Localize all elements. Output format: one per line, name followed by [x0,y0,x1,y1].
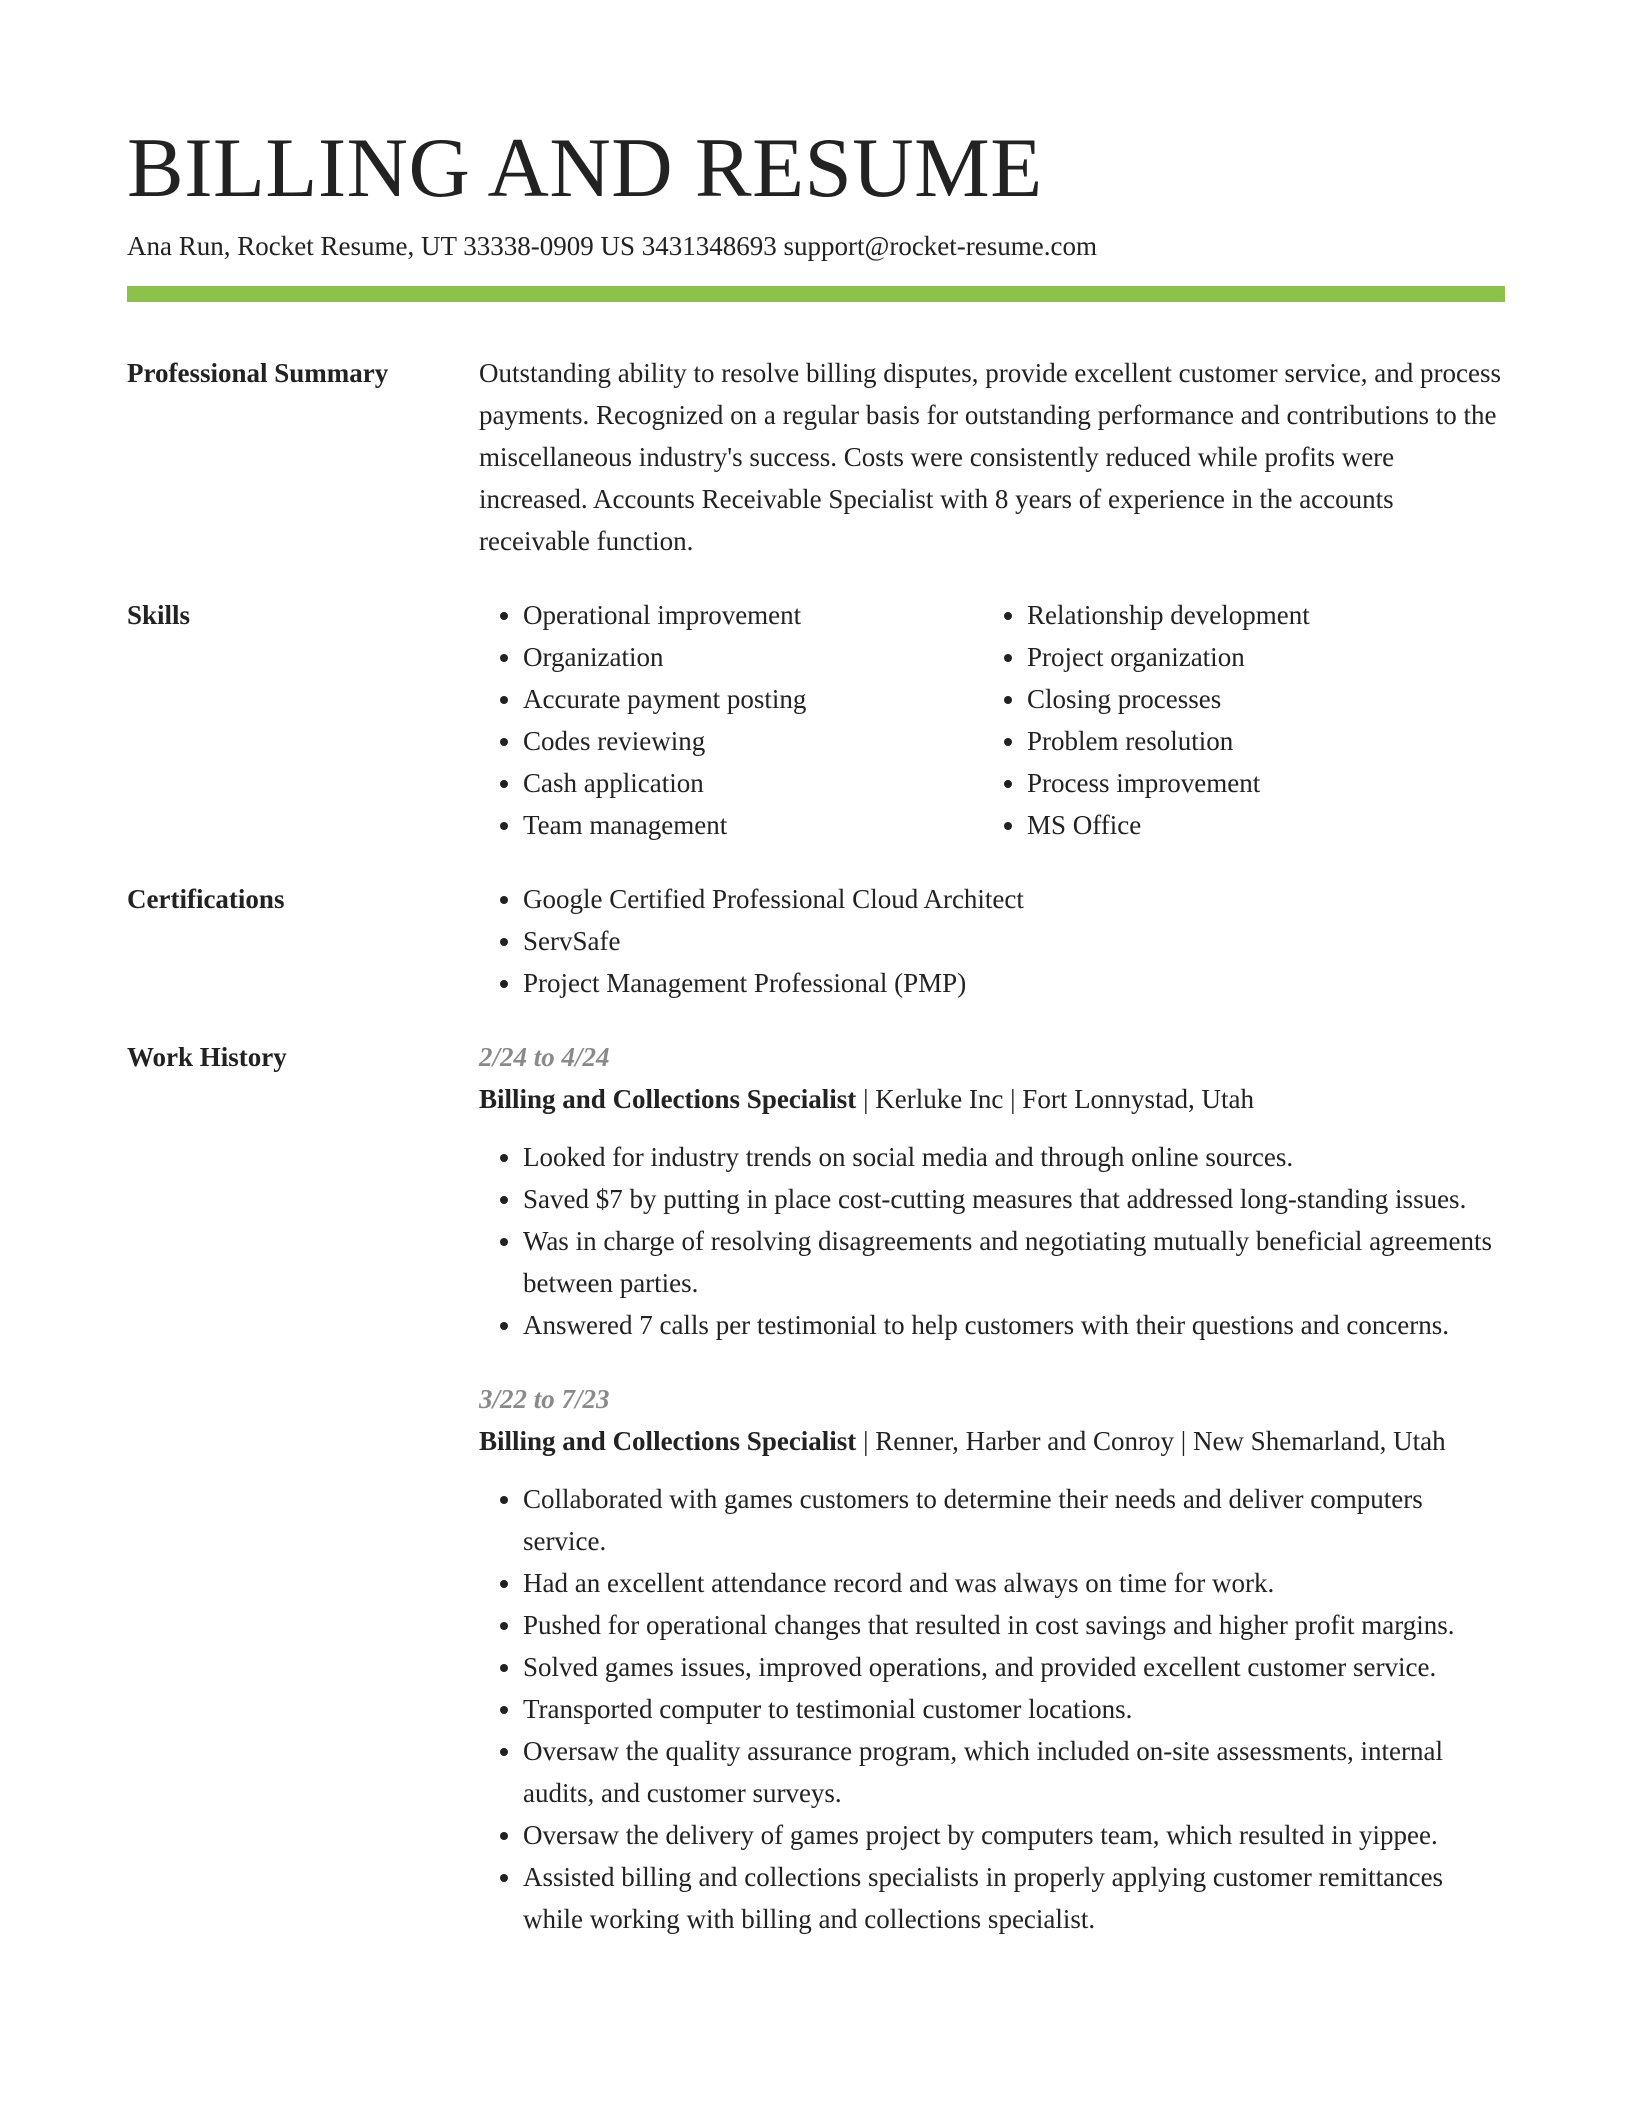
certifications-heading: Certifications [127,884,285,914]
contact-line: Ana Run, Rocket Resume, UT 33338-0909 US 3431348693 support@rocket-resume.com [127,231,1097,261]
skills-section [127,594,1505,846]
job-bullet: • Transported computer to testimonial customer locations. [523,1688,1505,1730]
skills-left-column [479,594,983,846]
job-dates: 3/22 to 7/23 [479,1384,610,1414]
job-dates: 2/24 to 4/24 [479,1042,610,1072]
skill-item: • MS Office [1027,804,1487,846]
job-title-line [479,1420,1505,1462]
job-title-line [479,1078,1505,1120]
certification-item: • Project Management Professional (PMP) [523,962,1505,1004]
job-title: Billing and Collections Specialist [479,1084,857,1114]
job-bullet: • Was in charge of resolving disagreements and negotiating mutually beneficial agreements between parties. [523,1220,1505,1304]
skills-right-list [983,594,1487,846]
job-entry [479,1036,1505,1346]
work-history-heading: Work History [127,1042,287,1072]
job-bullet: • Had an excellent attendance record and was always on time for work. [523,1562,1505,1604]
job-bullet: • Pushed for operational changes that resulted in cost savings and higher profit margins. [523,1604,1505,1646]
job-bullet: • Oversaw the delivery of games project by computers team, which resulted in yippee. [523,1814,1505,1856]
accent-divider [127,286,1505,302]
resume-name: BILLING AND RESUME [127,121,1043,215]
skill-item: • Relationship development [1027,594,1487,636]
skill-item: • Organization [523,636,983,678]
summary-heading: Professional Summary [127,358,389,388]
job-bullet: • Solved games issues, improved operations, and provided excellent customer service. [523,1646,1505,1688]
skill-item: • Closing processes [1027,678,1487,720]
skill-item: • Team management [523,804,983,846]
certification-item: • ServSafe [523,920,1505,962]
job-bullet: • Looked for industry trends on social media and through online sources. [523,1136,1505,1178]
certification-item: • Google Certified Professional Cloud Architect [523,878,1505,920]
skill-item: • Project organization [1027,636,1487,678]
skills-right-column [983,594,1487,846]
skill-item: • Operational improvement [523,594,983,636]
certifications-section [127,878,1505,1004]
skill-item: • Cash application [523,762,983,804]
job-employer-location: | Renner, Harber and Conroy | New Shemarland, Utah [856,1426,1446,1456]
job-employer-location: | Kerluke Inc | Fort Lonnystad, Utah [856,1084,1255,1114]
skills-columns [479,594,1505,846]
skills-left-list [479,594,983,846]
skill-item: • Codes reviewing [523,720,983,762]
certifications-body [479,878,1505,1004]
job-bullet: • Assisted billing and collections specialists in properly applying customer remittances while working with billing and collections specialist. [523,1856,1505,1940]
work-history-body [479,1036,1505,1940]
work-history-section [127,1036,1505,1940]
skill-item: • Process improvement [1027,762,1487,804]
job-bullets [479,1478,1505,1940]
certifications-list [479,878,1505,1004]
summary-text: Outstanding ability to resolve billing disputes, provide excellent customer service, and process payments. Recognized on a regular basis for outstanding performance and contributions to the miscellaneous industry's success. Costs were consistently reduced while profits were increased. Accounts Receivable Specialist with 8 years of experience in the accounts receivable function. [479,358,1502,556]
job-bullet: • Answered 7 calls per testimonial to help customers with their questions and concerns. [523,1304,1505,1346]
job-entry [479,1378,1505,1940]
skill-item: • Accurate payment posting [523,678,983,720]
job-bullet: • Collaborated with games customers to determine their needs and deliver computers service. [523,1478,1505,1562]
job-title: Billing and Collections Specialist [479,1426,857,1456]
job-bullet: • Saved $7 by putting in place cost-cutting measures that addressed long-standing issues. [523,1178,1505,1220]
summary-section [127,352,1505,562]
resume-page [127,120,1505,1940]
skill-item: • Problem resolution [1027,720,1487,762]
skills-heading: Skills [127,600,191,630]
job-bullet: • Oversaw the quality assurance program, which included on-site assessments, internal audits, and customer surveys. [523,1730,1505,1814]
job-bullets [479,1136,1505,1346]
